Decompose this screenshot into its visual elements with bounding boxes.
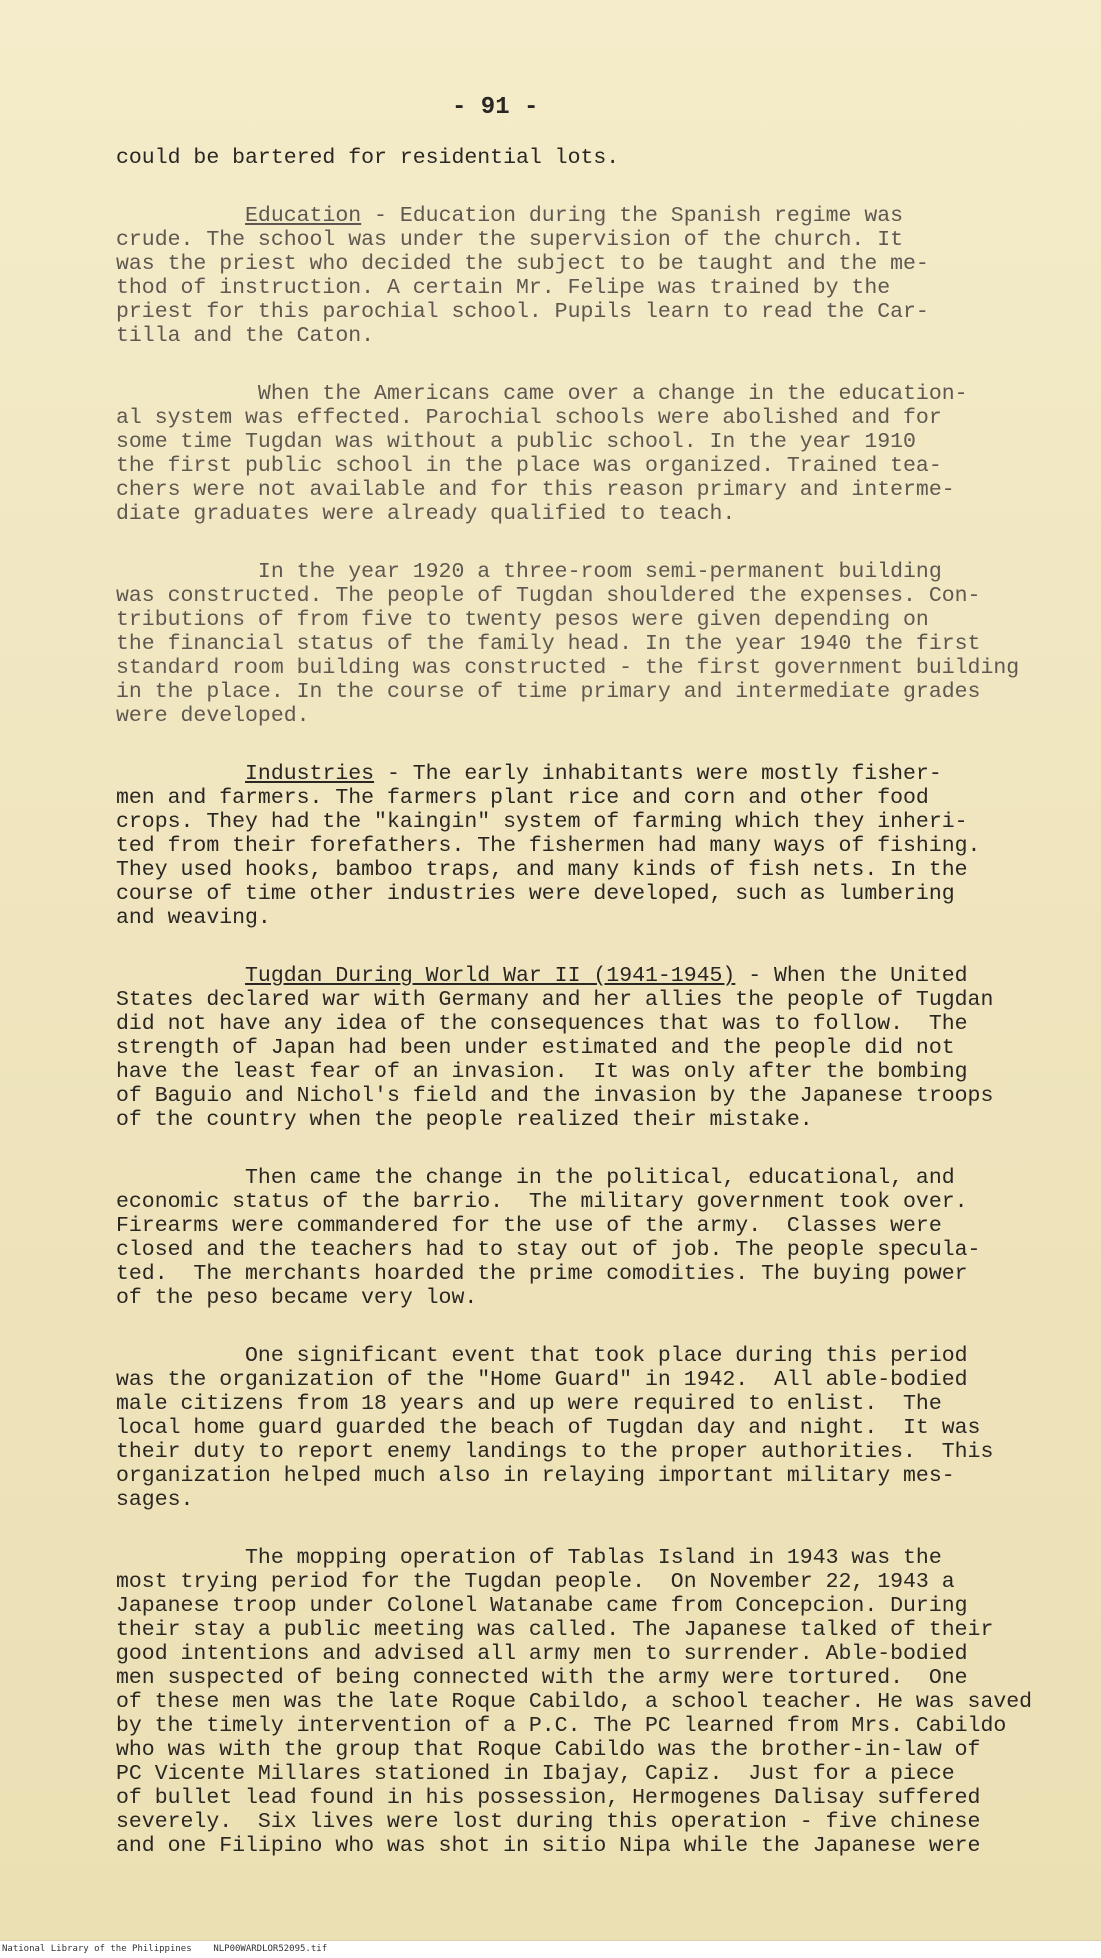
text-line: PC Vicente Millares stationed in Ibajay, Capiz. Just for a piece (116, 1762, 955, 1786)
text-line: diate graduates were already qualified to teach. (116, 502, 736, 526)
text-line: sages. (116, 1488, 194, 1512)
paragraph (116, 204, 990, 348)
section-heading: Tugdan During World War II (1941-1945) (245, 964, 736, 988)
heading-line-rest: - When the United (735, 964, 968, 988)
text-line: was the priest who decided the subject to be taught and the me- (116, 252, 929, 276)
text-line: was the organization of the "Home Guard" in 1942. All able-bodied (116, 1368, 968, 1392)
text-line: male citizens from 18 years and up were required to enlist. The (116, 1392, 942, 1416)
text-line: in the place. In the course of time primary and intermediate grades (116, 680, 981, 704)
text-line: crops. They had the "kaingin" system of farming which they inheri- (116, 810, 968, 834)
section-heading: Industries (245, 762, 375, 786)
text-line: ted from their forefathers. The fishermen had many ways of fishing. (116, 834, 981, 858)
text-line: Then came the change in the political, educational, and (116, 1166, 955, 1190)
text-line: of bullet lead found in his possession, Hermogenes Dalisay suffered (116, 1786, 981, 1810)
paragraph (116, 964, 994, 1132)
text-line: did not have any idea of the consequences that was to follow. The (116, 1012, 968, 1036)
paragraph (116, 762, 990, 930)
text-line (116, 964, 990, 988)
heading-indent (116, 204, 245, 228)
text-line: tributions of from five to twenty pesos were given depending on (116, 608, 929, 632)
text-line: most trying period for the Tugdan people. On November 22, 1943 a (116, 1570, 955, 1594)
text-line: men and farmers. The farmers plant rice and corn and other food (116, 786, 929, 810)
page-number: - 91 - (452, 94, 539, 121)
text-line: the first public school in the place was organized. Trained tea- (116, 454, 942, 478)
heading-indent (116, 762, 245, 786)
document-body (116, 146, 1033, 1892)
text-line: of the peso became very low. (116, 1286, 478, 1310)
text-line: Firearms were commandered for the use of the army. Classes were (116, 1214, 942, 1238)
text-line: severely. Six lives were lost during this operation - five chinese (116, 1810, 981, 1834)
heading-line-rest: - The early inhabitants were mostly fisher- (374, 762, 942, 786)
text-line: of these men was the late Roque Cabildo, a school teacher. He was saved (116, 1690, 1033, 1714)
text-line: good intentions and advised all army men to surrender. Able-bodied (116, 1642, 968, 1666)
text-line: thod of instruction. A certain Mr. Felipe was trained by the (116, 276, 891, 300)
text-line: men suspected of being connected with the army were tortured. One (116, 1666, 968, 1690)
text-line: by the timely intervention of a P.C. The PC learned from Mrs. Cabildo (116, 1714, 1007, 1738)
text-line: closed and the teachers had to stay out of job. The people specula- (116, 1238, 981, 1262)
section-heading: Education (245, 204, 362, 228)
text-line: The mopping operation of Tablas Island in 1943 was the (116, 1546, 942, 1570)
paragraph (116, 382, 990, 526)
text-line (116, 204, 990, 228)
paragraph (116, 1344, 994, 1512)
text-line: was constructed. The people of Tugdan shouldered the expenses. Con- (116, 584, 981, 608)
text-line: the financial status of the family head. In the year 1940 the first (116, 632, 981, 656)
text-line: crude. The school was under the supervision of the church. It (116, 228, 904, 252)
heading-line-rest: - Education during the Spanish regime was (361, 204, 904, 228)
text-line: have the least fear of an invasion. It was only after the bombing (116, 1060, 968, 1084)
text-line: could be bartered for residential lots. (116, 146, 620, 170)
text-line: States declared war with Germany and her allies the people of Tugdan (116, 988, 994, 1012)
text-line: of Baguio and Nichol's field and the invasion by the Japanese troops (116, 1084, 994, 1108)
text-line: organization helped much also in relaying important military mes- (116, 1464, 955, 1488)
text-line: course of time other industries were developed, such as lumbering (116, 882, 955, 906)
text-line: chers were not available and for this reason primary and interme- (116, 478, 955, 502)
text-line: In the year 1920 a three-room semi-permanent building (116, 560, 942, 584)
text-line: strength of Japan had been under estimated and the people did not (116, 1036, 955, 1060)
text-line: local home guard guarded the beach of Tugdan day and night. It was (116, 1416, 981, 1440)
text-line: standard room building was constructed - the first government building (116, 656, 1020, 680)
paragraph (116, 146, 990, 170)
scan-footer (0, 1940, 1101, 1958)
text-line: and weaving. (116, 906, 271, 930)
text-line: who was with the group that Roque Cabildo was the brother-in-law of (116, 1738, 981, 1762)
text-line: tilla and the Caton. (116, 324, 375, 348)
text-line: their duty to report enemy landings to the proper authorities. This (116, 1440, 994, 1464)
text-line: When the Americans came over a change in the education- (116, 382, 968, 406)
text-line: priest for this parochial school. Pupils learn to read the Car- (116, 300, 929, 324)
text-line: Japanese troop under Colonel Watanabe came from Concepcion. During (116, 1594, 968, 1618)
text-line: One significant event that took place during this period (116, 1344, 968, 1368)
paragraph (116, 1166, 990, 1310)
footer-source-label: National Library of the Philippines NLP00WARDLOR52095.tif (2, 1944, 328, 1954)
text-line: some time Tugdan was without a public school. In the year 1910 (116, 430, 916, 454)
text-line: ted. The merchants hoarded the prime comodities. The buying power (116, 1262, 968, 1286)
text-line: al system was effected. Parochial schools were abolished and for (116, 406, 942, 430)
text-line (116, 762, 990, 786)
text-line: They used hooks, bamboo traps, and many kinds of fish nets. In the (116, 858, 968, 882)
heading-indent (116, 964, 245, 988)
paragraph (116, 1546, 1033, 1858)
text-line: were developed. (116, 704, 310, 728)
text-line: of the country when the people realized their mistake. (116, 1108, 813, 1132)
text-line: and one Filipino who was shot in sitio Nipa while the Japanese were (116, 1834, 981, 1858)
paragraph (116, 560, 1020, 728)
text-line: economic status of the barrio. The military government took over. (116, 1190, 968, 1214)
text-line: their stay a public meeting was called. The Japanese talked of their (116, 1618, 994, 1642)
